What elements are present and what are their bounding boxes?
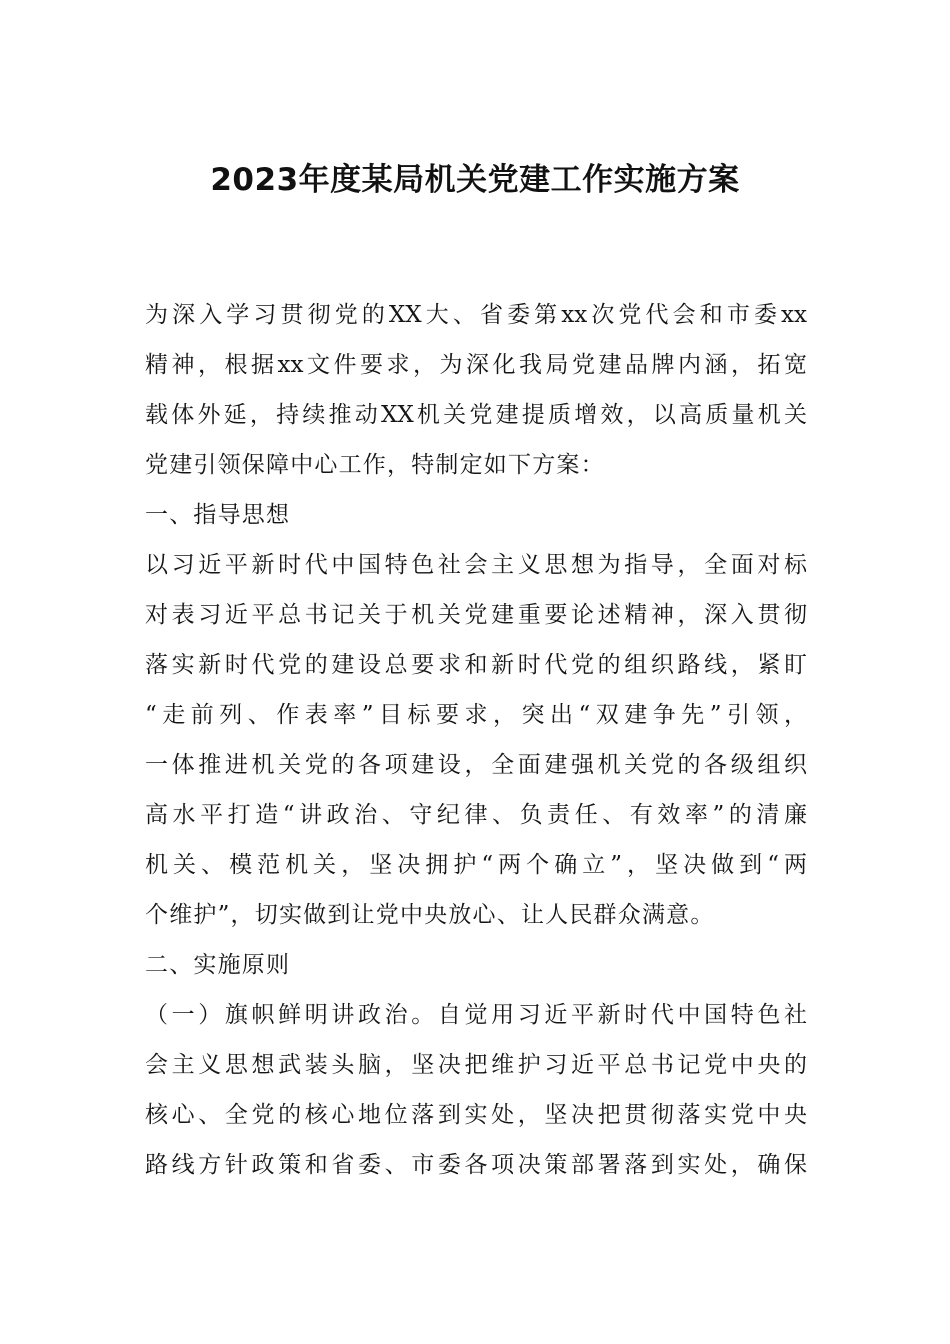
document-title: 2023年度某局机关党建工作实施方案 [210,162,740,198]
body-text-line: 落实新时代党的建设总要求和新时代党的组织路线，紧盯 [145,652,807,678]
body-text-line: 一、指导思想 [145,502,291,528]
body-text-line: 精神，根据xx文件要求，为深化我局党建品牌内涵，拓宽 [145,352,807,378]
body-text-line: 以习近平新时代中国特色社会主义思想为指导，全面对标 [145,552,807,578]
body-text-line: 核心、全党的核心地位落到实处，坚决把贯彻落实党中央 [145,1102,807,1128]
body-text-line: （一）旗帜鲜明讲政治。自觉用习近平新时代中国特色社 [145,1002,807,1028]
document-body [145,290,807,1190]
body-text-line: 高水平打造“讲政治、守纪律、负责任、有效率”的清廉 [145,802,807,828]
body-text-line: 个维护”，切实做到让党中央放心、让人民群众满意。 [145,902,715,928]
body-text-line: 党建引领保障中心工作，特制定如下方案： [145,452,605,478]
body-text-line: 路线方针政策和省委、市委各项决策部署落到实处，确保 [145,1152,807,1178]
body-text-line: 对表习近平总书记关于机关党建重要论述精神，深入贯彻 [145,602,807,628]
body-text-line: “走前列、作表率”目标要求，突出“双建争先”引领， [145,702,807,728]
body-text-line: 会主义思想武装头脑，坚决把维护习近平总书记党中央的 [145,1052,807,1078]
body-text-line: 二、实施原则 [145,952,291,978]
body-text-line: 为深入学习贯彻党的XX大、省委第xx次党代会和市委xx [145,302,807,328]
body-text-line: 一体推进机关党的各项建设，全面建强机关党的各级组织 [145,752,807,778]
body-text-line: 机关、模范机关，坚决拥护“两个确立”，坚决做到“两 [145,852,807,878]
body-text-line: 载体外延，持续推动XX机关党建提质增效，以高质量机关 [145,402,807,428]
